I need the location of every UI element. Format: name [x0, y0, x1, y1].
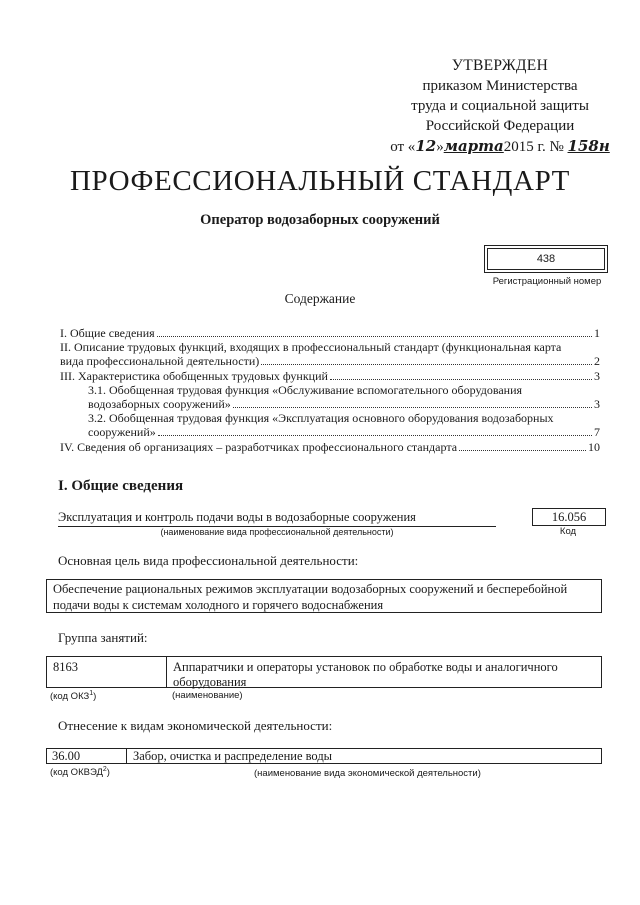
toc-item[interactable]: IV. Сведения об организациях – разработчиках профессионального стандарта 10 — [60, 439, 600, 454]
group-name-caption: (наименование) — [172, 690, 243, 701]
date-mid: » — [436, 139, 444, 155]
toc-item[interactable]: 3.1. Обобщенная трудовая функция «Обслуживание вспомогательного оборудования водозаборных сооружений» 3 — [88, 382, 600, 412]
activity-code: 16.056 — [532, 508, 606, 526]
toc-title: Содержание — [284, 291, 356, 306]
approval-line-4: Российской Федерации — [425, 118, 575, 134]
goal-text: Обеспечение рациональных режимов эксплуатации водозаборных сооружений и бесперебойной подачи воды к системам холодного и горячего водоснабжения — [46, 579, 602, 613]
section-heading: I. Общие сведения — [58, 478, 184, 494]
econ-activity-table — [46, 748, 602, 764]
econ-label: Отнесение к видам экономической деятельности: — [58, 718, 333, 733]
registration-number-box: 438 — [487, 248, 605, 270]
activity-name: Эксплуатация и контроль подачи воды в водозаборные сооружения — [58, 510, 496, 527]
toc-item[interactable]: II. Описание трудовых функций, входящих в профессиональный стандарт (функциональная карта вида профессиональной деятельности) 2 — [60, 340, 600, 369]
econ-name: Забор, очистка и распределение воды — [133, 749, 333, 763]
approval-line-3: труда и социальной защиты — [411, 98, 589, 114]
order-number: 158н — [567, 137, 610, 155]
approval-block — [380, 56, 620, 157]
occupation-group-table — [46, 656, 602, 688]
toc-item[interactable]: III. Характеристика обобщенных трудовых функций 3 — [60, 368, 600, 383]
activity-caption: (наименование вида профессиональной деятельности) — [160, 527, 394, 537]
date-year: 2015 г. № — [503, 139, 564, 155]
document-subtitle: Оператор водозаборных сооружений — [200, 212, 440, 228]
approval-line-2: приказом Министерства — [422, 78, 578, 94]
approval-title: УТВЕРЖДЕН — [451, 57, 549, 74]
date-prefix: от « — [390, 139, 416, 155]
table-of-contents — [60, 326, 600, 454]
toc-item[interactable]: 3.2. Обобщенная трудовая функция «Эксплуатация основного оборудования водозаборных сооружений» 7 — [88, 411, 600, 440]
toc-item[interactable]: I. Общие сведения 1 — [60, 326, 600, 340]
group-name: Аппаратчики и операторы установок по обработке воды и аналогичного оборудования — [173, 660, 558, 689]
group-code: 8163 — [47, 657, 167, 687]
date-month: марта — [443, 137, 504, 155]
approval-date-line — [380, 136, 620, 157]
document-title: ПРОФЕССИОНАЛЬНЫЙ СТАНДАРТ — [70, 165, 570, 197]
goal-label: Основная цель вида профессиональной деятельности: — [58, 553, 359, 568]
group-label: Группа занятий: — [58, 630, 148, 645]
date-day: 12 — [415, 137, 437, 155]
econ-code: 36.00 — [47, 749, 127, 763]
registration-caption: Регистрационный номер — [492, 276, 602, 287]
econ-name-caption: (наименование вида экономической деятельности) — [254, 768, 481, 779]
econ-code-caption: (код ОКВЭД$^2$) — [50, 766, 110, 779]
activity-code-caption: Код — [559, 526, 577, 537]
group-code-caption: (код ОКЗ$^1$) — [50, 690, 97, 703]
